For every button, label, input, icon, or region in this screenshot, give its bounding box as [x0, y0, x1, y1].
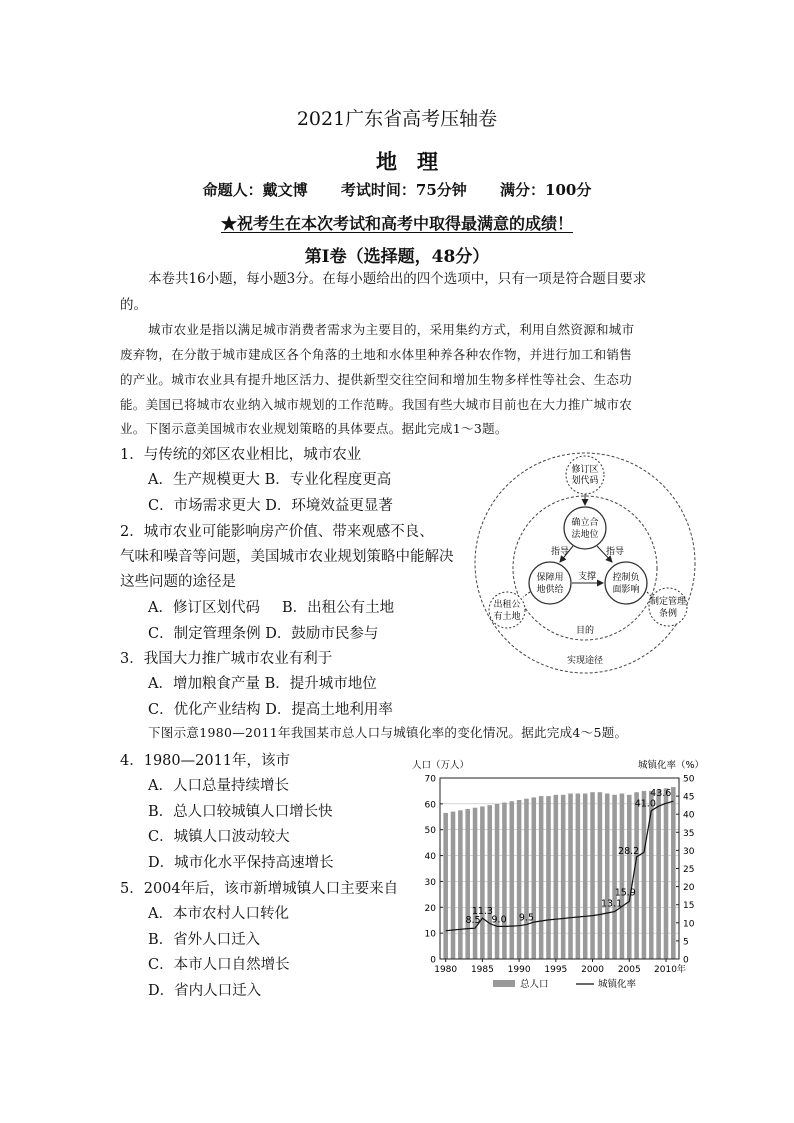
node-rent-line1: 出租公: [493, 600, 521, 610]
q4-option-c: C．城镇人口波动较大: [148, 829, 290, 845]
population-bar: [664, 788, 669, 959]
population-bar: [576, 794, 581, 959]
population-bar: [532, 797, 537, 959]
population-bar: [502, 803, 507, 959]
wish-text: ★祝考生在本次考试和高考中取得最满意的成绩！: [220, 214, 573, 233]
node-left: [529, 562, 571, 604]
population-bar: [634, 792, 639, 959]
node-right-line1: 控制负: [612, 573, 640, 583]
population-bar: [590, 792, 595, 959]
legend-bar-swatch: [493, 980, 515, 987]
exam-title: 2021广东省高考压轴卷: [296, 108, 498, 130]
q1-stem: 1．与传统的郊区农业相比，城市农业: [120, 447, 362, 463]
population-bar: [495, 804, 500, 959]
label-purpose: 目的: [575, 626, 595, 636]
node-rent: [489, 592, 525, 628]
passage1-line-3: 的产业。城市农业具有提升地区活力、提供新型交往空间和增加生物多样性等社会、生态功: [120, 372, 633, 387]
q5-stem: 5．2004年后，该市新增城镇人口主要来自: [120, 881, 399, 897]
link-rent: [523, 592, 530, 597]
exam-meta: [0, 179, 794, 200]
passage1-line-1: 城市农业是指以满足城市消费者需求为主要目的，采用集约方式，利用自然资源和城市: [148, 322, 635, 337]
population-bar: [443, 813, 448, 959]
right-tick-label: 40: [683, 810, 695, 821]
population-bar: [612, 795, 617, 959]
population-bar: [561, 795, 566, 959]
left-tick-label: 50: [424, 826, 436, 837]
x-tick-label: 1985: [470, 965, 494, 975]
right-tick-label: 35: [683, 828, 695, 839]
node-rules: [649, 588, 687, 626]
legend-bar-label: 总人口: [520, 979, 549, 990]
left-tick-label: 40: [424, 852, 436, 863]
subject-title: 地理: [376, 149, 458, 174]
x-tick-label: 1990: [507, 965, 531, 975]
node-rules-line2: 条例: [658, 609, 678, 619]
q1-options-row1: A．生产规模更大 B．专业化程度更高: [148, 472, 392, 488]
q2-stem-3: 这些问题的途径是: [120, 574, 236, 590]
population-bar: [465, 809, 470, 959]
population-bar: [598, 792, 603, 959]
left-tick-label: 20: [424, 903, 436, 914]
x-tick-label: 1980: [434, 965, 458, 975]
node-right-line2: 面影响: [612, 585, 640, 595]
node-center: [564, 507, 606, 549]
right-tick-label: 50: [683, 774, 695, 785]
y-axis-right-label: 城镇化率（%）: [637, 760, 704, 771]
section-title: 第Ⅰ卷（选择题，48分）: [304, 247, 490, 267]
node-top-line2: 划代码: [571, 476, 599, 486]
q3-stem: 3．我国大力推广城市农业有利于: [120, 651, 333, 667]
population-bar: [568, 794, 573, 959]
population-bar: [620, 794, 625, 959]
population-bar: [605, 794, 610, 959]
q3-options-row1: A．增加粮食产量 B．提升城市地位: [148, 676, 377, 692]
q5-option-d: D．省内人口迁入: [148, 983, 262, 999]
passage1-line-5: 业。下图示意美国城市农业规划策略的具体要点。据此完成1～3题。: [120, 421, 508, 436]
node-center-line1: 确立合: [571, 518, 599, 528]
population-bar: [642, 791, 647, 959]
x-tick-label: 1995: [544, 965, 568, 975]
data-label: 9.5: [518, 912, 535, 924]
population-bar: [517, 800, 522, 959]
left-tick-label: 60: [424, 800, 436, 811]
q2-option-b: B．出租公有土地: [282, 600, 395, 616]
q3-options-row2: C．优化产业结构 D．提高土地利用率: [148, 702, 393, 718]
left-tick-label: 10: [424, 929, 436, 940]
q5-option-b: B．省外人口迁入: [148, 932, 261, 948]
section-instruction-1: 本卷共16小题，每小题3分。在每小题给出的四个选项中，只有一项是符合题目要求: [148, 271, 647, 287]
right-tick-label: 15: [683, 901, 695, 912]
population-bar: [458, 810, 463, 959]
q2-stem-2: 气味和噪音等问题，美国城市农业规划策略中能解决: [120, 549, 454, 565]
data-label: 11.3: [471, 906, 493, 918]
q2-option-a: A．修订区划代码: [148, 600, 260, 616]
population-bar: [649, 791, 654, 959]
population-bar: [451, 812, 456, 959]
link-rules: [647, 592, 651, 596]
q4-option-b: B．总人口较城镇人口增长快: [148, 804, 333, 820]
left-tick-label: 0: [430, 955, 436, 966]
author: 命题人：戴文博: [202, 181, 308, 199]
q4-option-d: D．城市化水平保持高速增长: [148, 855, 334, 871]
left-tick-label: 70: [424, 774, 436, 785]
population-bar: [480, 806, 485, 959]
population-bar: [554, 795, 559, 959]
node-rules-line1: 制定管理: [649, 597, 687, 607]
population-bar: [671, 787, 676, 959]
node-center-line2: 法地位: [571, 530, 599, 540]
node-right: [605, 562, 647, 604]
node-top-line1: 修订区: [571, 465, 599, 475]
node-top: [566, 456, 604, 494]
data-label: 43.6: [650, 788, 672, 800]
data-label: 9.0: [491, 914, 507, 926]
population-bar: [539, 796, 544, 959]
right-tick-label: 20: [683, 883, 695, 894]
right-tick-label: 5: [683, 937, 689, 948]
y-axis-left-label: 人口（万人）: [412, 760, 470, 771]
x-tick-label: 2000: [581, 965, 604, 975]
population-bar: [509, 801, 514, 959]
population-chart: [408, 756, 708, 994]
left-tick-label: 30: [424, 877, 436, 888]
population-bar: [546, 796, 551, 959]
right-tick-label: 10: [683, 919, 695, 930]
passage1-line-4: 能。美国已将城市农业纳入城市规划的工作范畴。我国有些大城市目前也在大力推广城市农: [120, 397, 633, 412]
q4-option-a: A．人口总量持续增长: [148, 778, 289, 794]
section-instruction-2: 的。: [120, 297, 147, 313]
q4-stem: 4．1980—2011年，该市: [120, 753, 291, 769]
wish-line: [0, 211, 794, 234]
q5-option-a: A．本市农村人口转化: [148, 906, 289, 922]
q1-options-row2: C．市场需求更大 D．环境效益更显著: [148, 498, 393, 514]
population-bar: [656, 790, 661, 959]
label-guide-right: 指导: [605, 547, 625, 557]
right-tick-label: 0: [683, 955, 689, 966]
data-label: 13.1: [601, 898, 623, 910]
population-bar: [487, 805, 492, 959]
population-bar: [524, 799, 529, 959]
full-score: 满分：100分: [500, 181, 592, 199]
passage1-line-2: 废弃物，在分散于城市建成区各个角落的土地和水体里种养各种农作物，并进行加工和销售: [120, 347, 633, 362]
right-tick-label: 25: [683, 865, 695, 875]
label-support: 支撑: [577, 572, 597, 582]
x-tick-label: 2010年: [654, 965, 686, 975]
data-label: 8.5: [465, 915, 481, 927]
label-path: 实现途径: [566, 656, 604, 666]
node-left-line2: 地供给: [536, 585, 564, 595]
data-label: 41.0: [634, 798, 656, 810]
x-tick-label: 2005: [617, 965, 641, 975]
exam-time: 考试时间：75分钟: [340, 181, 467, 199]
chart-legend: [493, 978, 637, 990]
q5-option-c: C．本市人口自然增长: [148, 957, 290, 973]
passage2: 下图示意1980—2011年我国某市总人口与城镇化率的变化情况。据此完成4～5题。: [148, 725, 628, 740]
node-rent-line2: 有土地: [493, 612, 521, 622]
label-guide-left: 指导: [550, 547, 570, 557]
right-tick-label: 45: [683, 792, 695, 803]
strategy-diagram: [472, 450, 698, 676]
data-label: 28.2: [618, 845, 640, 857]
q2-options-row2: C．制定管理条例 D．鼓励市民参与: [148, 626, 379, 642]
legend-line-label: 城镇化率: [598, 979, 637, 990]
node-left-line1: 保障用: [536, 573, 564, 583]
q2-stem-1: 2．城市农业可能影响房产价值、带来观感不良、: [120, 524, 434, 540]
population-bar: [627, 795, 632, 959]
data-label: 15.9: [614, 887, 636, 899]
population-bar: [583, 794, 588, 959]
right-tick-label: 30: [683, 846, 695, 857]
population-bar: [473, 808, 478, 959]
